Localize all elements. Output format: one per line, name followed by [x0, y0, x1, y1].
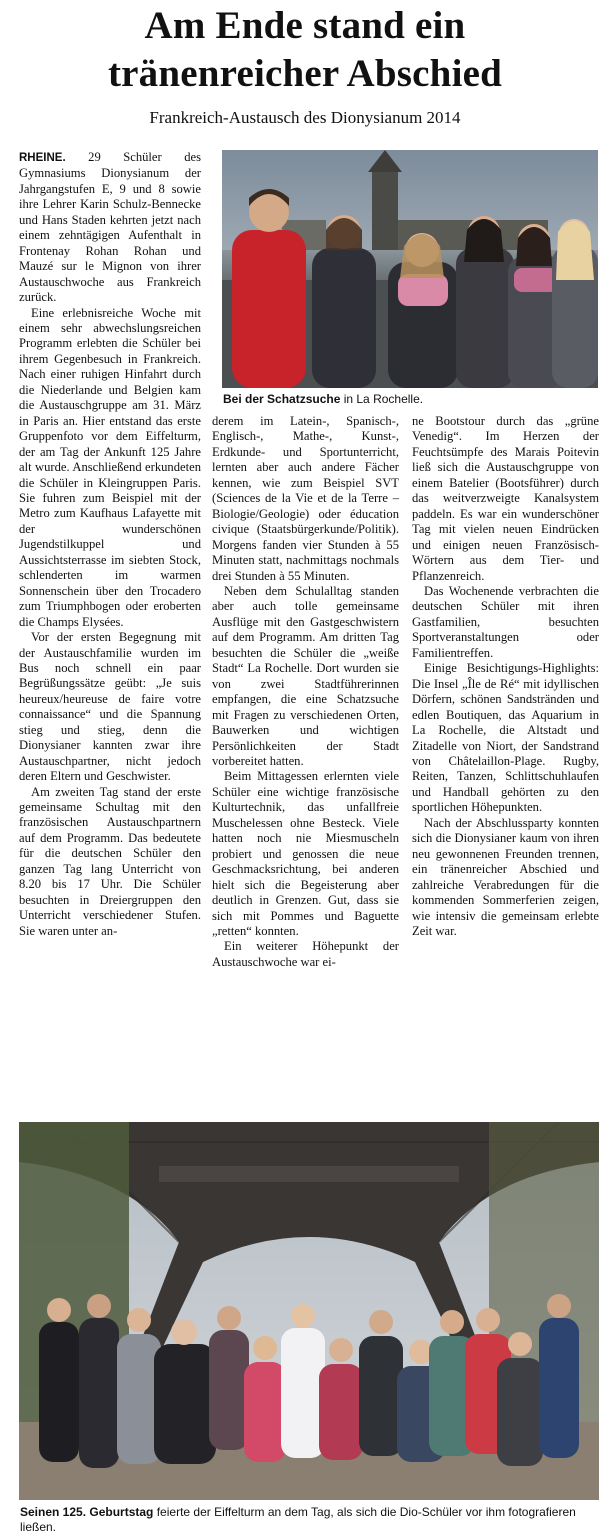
paragraph: Vor der ersten Begegnung mit der Austauschfamilie wurden im Bus noch schnell ein paar Begrüßungssätze geübt: „Je suis heureux/heureuse de faire votre connaissance“ und die Spannung stieg und stieg, denn die Dionysianer kannten zwar ihre Austauschpartner, nicht jedoch deren Eltern und Geschwister.	[19, 630, 201, 784]
dateline: RHEINE.	[19, 152, 66, 164]
subheadline: Frankreich-Austausch des Dionysianum 2014	[149, 108, 461, 127]
paragraph: Beim Mittagessen erlernten viele Schüler eine wichtige französische Kulturtechnik, das unfallfreie Muschelessen ohne Besteck. Viele hatten noch nie Miesmuscheln probiert und genossen die neue Geschmacksrichtung, bei anderen hielt sich die Begeisterung aber deutlich in Grenzen. Gut, dass sie sich mit Pommes und Baguette „retten“ konnten.	[212, 769, 399, 938]
caption-bold: Seinen 125. Geburtstag	[20, 1505, 154, 1519]
paragraph: Eine erlebnisreiche Woche mit einem sehr abwechslungsreichen Programm erlebten die Schüler bei ihrem Gegenbesuch in Frankreich. Nach einer ruhigen Hinfahrt durch die Niederlande und Belgien kam die Austauschgruppe am 31. März in Paris an. Hier entstand das erste Gruppenfoto vor dem Eiffelturm, der am Tag der Ankunft 125 Jahre alt wurde. Anschließend erkundeten die Schüler in Kleingruppen Paris. Sie fuhren zum Beispiel mit der Metro zum Kaufhaus Lafayette mit der wunderschönen Jugendstilkuppel und Aussichtsterrasse im siebten Stock, schlenderten im warmen Sonnenschein über den Trocadero zum Triumphbogen oder eroberten die Champs Elysées.	[19, 305, 201, 629]
headline-line-1: Am Ende stand ein	[144, 4, 466, 47]
paragraph	[19, 150, 201, 306]
headline-line-2: tränenreicher Abschied	[107, 52, 503, 95]
photo-la-rochelle-image	[222, 150, 598, 388]
article-column-1	[19, 150, 201, 939]
photo-eiffel-tower-caption	[20, 1505, 600, 1535]
article-column-3	[412, 414, 599, 939]
paragraph: Das Wochenende verbrachten die deutschen Schüler mit ihren Gastfamilien, besuchten Sportveranstaltungen oder Familientreffen.	[412, 583, 599, 660]
article-column-2	[212, 414, 399, 970]
paragraph: Ein weiterer Höhepunkt der Austauschwoche war ei-	[212, 939, 399, 969]
caption-text: in La Rochelle.	[340, 392, 424, 406]
caption-bold: Bei der Schatzsuche	[223, 392, 341, 406]
paragraph: Neben dem Schulalltag standen aber auch tolle gemeinsame Ausflüge mit den Gastgeschwistern auf dem Programm. Am dritten Tag besuchten die Schüler die „weiße Stadt“ La Rochelle. Dort wurden sie von zwei Stadtführerinnen empfangen, die eine Schatzsuche mit Fragen zu verschiedenen Orten, Bauwerken und wichtigen Persönlichkeiten der Stadt vorbereitet hatten.	[212, 583, 399, 768]
photo-eiffel-tower	[19, 1122, 599, 1500]
paragraph: ne Bootstour durch das „grüne Venedig“. Im Herzen der Feuchtsümpfe des Marais Poitevin ließ sich die Austauschgruppe von einem Batelier (Bootsführer) durch das weitverzweigte Kanalsystem paddeln. Es war ein wunderschöner Tag mit vielen neuen Eindrücken und einigen neuen Französisch-Wörtern aus dem Tier- und Pflanzenreich.	[412, 414, 599, 583]
paragraph: derem im Latein-, Spanisch-, Englisch-, Mathe-, Kunst-, Erdkunde- und Sportunterricht, lernten aber auch andere Fächer kennen, wie zum Beispiel SVT (Sciences de la Vie et de la Terre – Biologie/Geologie) oder éducation civique (Staatsbürgerkunde/Politik). Morgens fanden vier Stunden à 55 Minuten statt, nachmittags nochmals drei Stunden à 55 Minuten.	[212, 414, 399, 583]
photo-la-rochelle	[222, 150, 598, 388]
photo-la-rochelle-caption	[223, 392, 599, 407]
photo-eiffel-tower-image	[19, 1122, 599, 1500]
paragraph: Einige Besichtigungs-Highlights: Die Insel „Île de Ré“ mit idyllischen Dörfern, schönen Sandstränden und edlen Boutiquen, das Aquarium in La Rochelle, die Altstadt und Zitadelle von Niort, der Sandstrand von Châtelaillon-Plage. Rugby, Reiten, Tanzen, Schlittschuhlaufen und Handball gehörten zu den sportlichen Höhepunkten.	[412, 661, 599, 815]
paragraph: Am zweiten Tag stand der erste gemeinsame Schultag mit den französischen Austauschpartnern auf dem Programm. Das bedeutete für die deutschen Schüler den ganzen Tag lang Unterricht von 8.20 bis 17 Uhr. Die Schüler besuchten in Dreiergruppen den Unterricht verschiedener Stufen. Sie waren unter an-	[19, 784, 201, 938]
paragraph: Nach der Abschlussparty konnten sich die Dionysianer kaum von ihren neu gewonnenen Freunden trennen, ein tränenreicher Abschied und zahlreiche Verabredungen für die kommenden Sommerferien zeigen, wie intensiv die gemeinsam erlebte Zeit war.	[412, 815, 599, 938]
paragraph-text: 29 Schüler des Gymnasiums Dionysianum der Jahrgangstufen E, 9 und 8 sowie ihre Lehrer Karin Schulz-Bennecke und Hans Staden kehrten jetzt nach einem zehntägigen Aufenthalt in Frontenay Rohan Rohan und Mauzé sur le Mignon von ihrer Austauschwoche aus Frankreich zurück.	[19, 150, 201, 305]
caption-text: feierte der Eiffelturm an dem Tag, als sich die Dio-Schüler vor ihm fotografieren ließen.	[20, 1505, 576, 1534]
